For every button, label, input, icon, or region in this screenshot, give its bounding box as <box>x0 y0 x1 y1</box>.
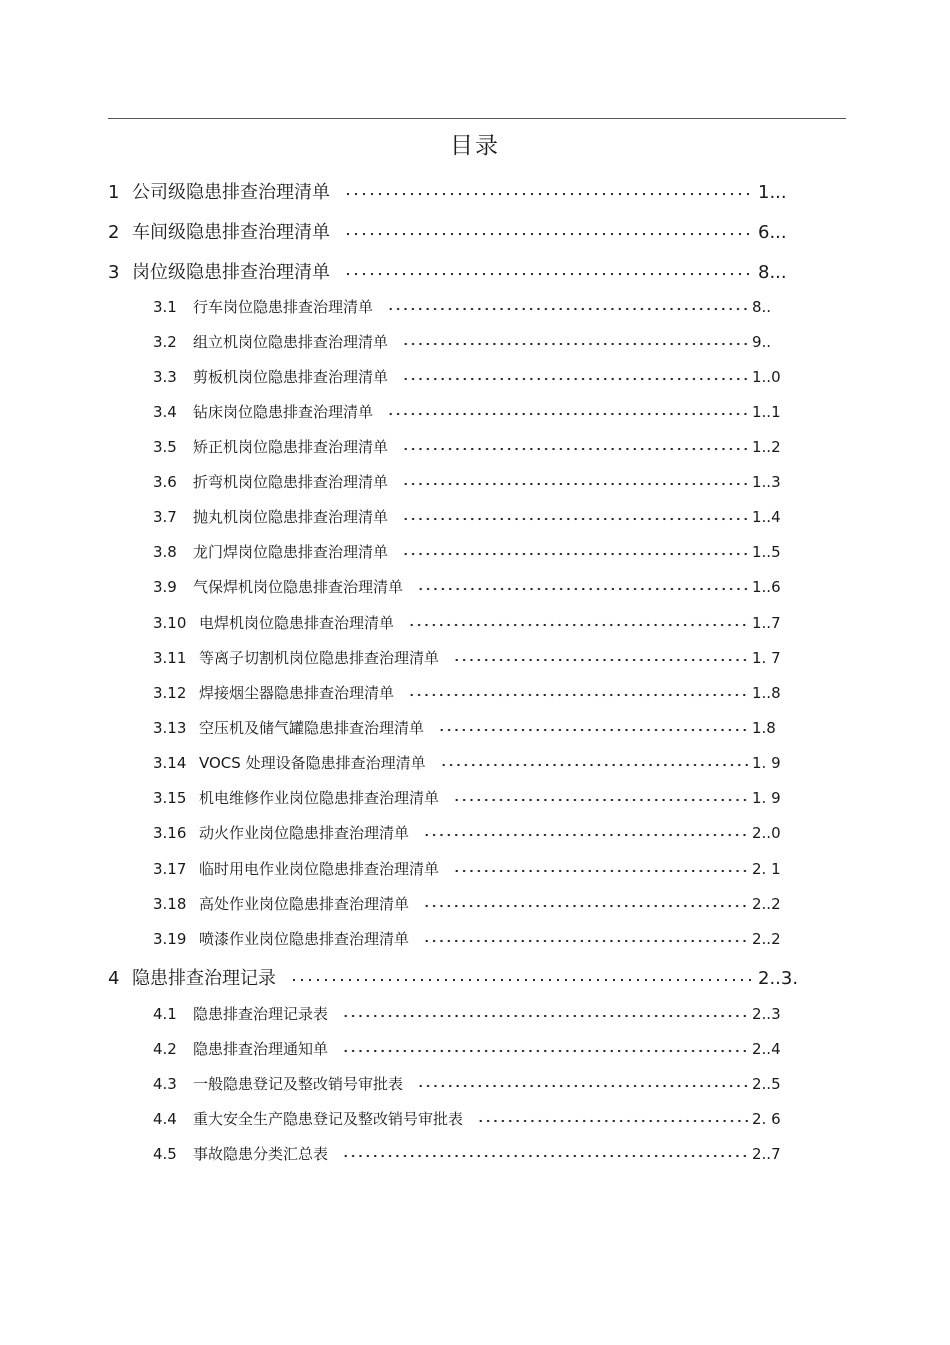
dot-leader <box>408 614 748 629</box>
toc-entry[interactable] <box>153 787 788 808</box>
toc-entry-label: 重大安全生产隐患登记及整改销号审批表 <box>193 1110 464 1128</box>
dot-leader <box>453 860 748 875</box>
toc-entry-number: 3.2 <box>153 333 177 351</box>
toc-entry-page: 2..2 <box>752 930 781 948</box>
toc-entry-label: 机电维修作业岗位隐患排查治理清单 <box>199 789 440 807</box>
toc-entry-number: 3.13 <box>153 719 187 737</box>
toc-entry-number: 3.16 <box>153 824 187 842</box>
toc-entry-label: 组立机岗位隐患排查治理清单 <box>193 333 389 351</box>
dot-leader <box>342 1145 748 1160</box>
toc-entry-page: 2..0 <box>752 824 781 842</box>
toc-entry-label: 动火作业岗位隐患排查治理清单 <box>199 824 410 842</box>
toc-entry-number: 2 <box>108 222 120 243</box>
toc-entry[interactable] <box>153 1143 788 1164</box>
toc-entry[interactable] <box>153 752 788 773</box>
toc-entry-number: 3.9 <box>153 578 177 596</box>
toc-entry-page: 1..4 <box>752 508 781 526</box>
toc-entry-label: 喷漆作业岗位隐患排查治理清单 <box>199 930 410 948</box>
toc-entry-page: 6... <box>758 222 787 243</box>
toc-entry-number: 3.6 <box>153 473 177 491</box>
toc-entry-page: 8.. <box>752 298 772 316</box>
toc-entry[interactable] <box>153 331 788 352</box>
toc-entry-number: 3.18 <box>153 895 187 913</box>
toc-entry-number: 4.2 <box>153 1040 177 1058</box>
toc-entry[interactable] <box>153 858 788 879</box>
toc-entry[interactable] <box>153 647 788 668</box>
toc-entry-number: 3.4 <box>153 403 177 421</box>
toc-entry[interactable] <box>153 1003 788 1024</box>
toc-entry-label: 钻床岗位隐患排查治理清单 <box>193 403 374 421</box>
dot-leader <box>423 895 748 910</box>
toc-entry-number: 4.1 <box>153 1005 177 1023</box>
dot-leader <box>402 368 748 383</box>
toc-entry-label: 空压机及储气罐隐患排查治理清单 <box>199 719 425 737</box>
dot-leader <box>342 1040 748 1055</box>
toc-entry-page: 2..3 <box>752 1005 781 1023</box>
toc-entry-number: 3 <box>108 262 120 283</box>
toc-entry[interactable] <box>153 1108 788 1129</box>
toc-entry-number: 3.3 <box>153 368 177 386</box>
dot-leader <box>344 181 754 199</box>
toc-entry-page: 1..3 <box>752 473 781 491</box>
toc-entry-label: 剪板机岗位隐患排查治理清单 <box>193 368 389 386</box>
toc-entry-number: 4.5 <box>153 1145 177 1163</box>
toc-entry-page: 1..5 <box>752 543 781 561</box>
toc-entry-label: 隐患排查治理记录 <box>132 968 276 989</box>
toc-entry-label: 隐患排查治理记录表 <box>193 1005 329 1023</box>
toc-entry[interactable] <box>108 218 788 244</box>
toc-entry-page: 2..5 <box>752 1075 781 1093</box>
toc-entry-page: 8... <box>758 262 787 283</box>
dot-leader <box>440 754 748 769</box>
toc-entry-label: 车间级隐患排查治理清单 <box>132 222 330 243</box>
toc-entry[interactable] <box>153 541 788 562</box>
dot-leader <box>402 473 748 488</box>
toc-entry[interactable] <box>153 506 788 527</box>
toc-entry-number: 4.3 <box>153 1075 177 1093</box>
toc-entry-page: 1..1 <box>752 403 781 421</box>
toc-entry-label: VOCS 处理设备隐患排查治理清单 <box>199 754 426 772</box>
toc-entry-page: 1..0 <box>752 368 781 386</box>
toc-entry[interactable] <box>108 258 788 284</box>
toc-entry-label: 公司级隐患排查治理清单 <box>132 182 330 203</box>
toc-entry-label: 等离子切割机岗位隐患排查治理清单 <box>199 649 440 667</box>
toc-entry-page: 1.8 <box>752 719 776 737</box>
toc-entry-page: 2..7 <box>752 1145 781 1163</box>
toc-entry-number: 4 <box>108 968 120 989</box>
dot-leader <box>423 824 748 839</box>
toc-entry-label: 事故隐患分类汇总表 <box>193 1145 329 1163</box>
toc-entry-page: 1... <box>758 182 787 203</box>
toc-entry-number: 3.11 <box>153 649 187 667</box>
toc-entry[interactable] <box>153 576 788 597</box>
toc-entry-label: 龙门焊岗位隐患排查治理清单 <box>193 543 389 561</box>
dot-leader <box>453 789 748 804</box>
toc-entry-number: 1 <box>108 182 120 203</box>
dot-leader <box>423 930 748 945</box>
toc-entry[interactable] <box>108 178 788 204</box>
toc-entry-label: 高处作业岗位隐患排查治理清单 <box>199 895 410 913</box>
toc-entry-number: 3.15 <box>153 789 187 807</box>
toc-entry[interactable] <box>153 682 788 703</box>
toc-entry-page: 1. 9 <box>752 754 781 772</box>
dot-leader <box>438 719 748 734</box>
top-rule <box>108 118 846 119</box>
toc-entry-label: 电焊机岗位隐患排查治理清单 <box>199 614 395 632</box>
dot-leader <box>453 649 748 664</box>
toc-entry[interactable] <box>153 612 788 633</box>
toc-entry-page: 2..4 <box>752 1040 781 1058</box>
dot-leader <box>402 543 748 558</box>
toc-entry-page: 2. 1 <box>752 860 781 878</box>
toc-entry-number: 3.19 <box>153 930 187 948</box>
toc-entry-page: 2. 6 <box>752 1110 781 1128</box>
dot-leader <box>477 1110 748 1125</box>
toc-entry-page: 1. 7 <box>752 649 781 667</box>
dot-leader <box>387 403 748 418</box>
toc-entry[interactable] <box>153 822 788 843</box>
toc-entry-page: 2..2 <box>752 895 781 913</box>
toc-entry-number: 3.17 <box>153 860 187 878</box>
toc-entry[interactable] <box>153 436 788 457</box>
toc-entry-label: 隐患排查治理通知单 <box>193 1040 329 1058</box>
dot-leader <box>344 221 754 239</box>
toc-entry-number: 3.8 <box>153 543 177 561</box>
toc-entry-label: 折弯机岗位隐患排查治理清单 <box>193 473 389 491</box>
toc-entry[interactable] <box>153 717 788 738</box>
toc-entry[interactable] <box>153 471 788 492</box>
toc-entry-page: 1. 9 <box>752 789 781 807</box>
toc-entry[interactable] <box>153 928 788 949</box>
toc-entry-page: 1..2 <box>752 438 781 456</box>
toc-entry-label: 岗位级隐患排查治理清单 <box>132 262 330 283</box>
toc-entry-label: 行车岗位隐患排查治理清单 <box>193 298 374 316</box>
toc-entry-number: 3.7 <box>153 508 177 526</box>
toc-entry-page: 2..3. <box>758 968 799 989</box>
toc-entry-number: 4.4 <box>153 1110 177 1128</box>
dot-leader <box>402 438 748 453</box>
toc-entry-label: 临时用电作业岗位隐患排查治理清单 <box>199 860 440 878</box>
toc-entry-number: 3.10 <box>153 614 187 632</box>
dot-leader <box>417 1075 748 1090</box>
toc-entry[interactable] <box>153 296 788 317</box>
toc-entry-page: 1..6 <box>752 578 781 596</box>
toc-entry[interactable] <box>108 964 799 990</box>
dot-leader <box>402 508 748 523</box>
toc-entry-page: 1..8 <box>752 684 781 702</box>
toc-title: 目录 <box>450 133 500 159</box>
toc-entry[interactable] <box>153 893 788 914</box>
dot-leader <box>290 967 754 985</box>
toc-entry-label: 气保焊机岗位隐患排查治理清单 <box>193 578 404 596</box>
dot-leader <box>417 578 748 593</box>
toc-entry-number: 3.14 <box>153 754 187 772</box>
toc-entry-number: 3.5 <box>153 438 177 456</box>
toc-entry-page: 9.. <box>752 333 772 351</box>
dot-leader <box>408 684 748 699</box>
toc-entry-label: 抛丸机岗位隐患排查治理清单 <box>193 508 389 526</box>
toc-entry-label: 一般隐患登记及整改销号审批表 <box>193 1075 404 1093</box>
toc-entry[interactable] <box>153 1038 788 1059</box>
toc-entry-page: 1..7 <box>752 614 781 632</box>
toc-entry-number: 3.12 <box>153 684 187 702</box>
dot-leader <box>387 298 748 313</box>
toc-entry-number: 3.1 <box>153 298 177 316</box>
toc-entry[interactable] <box>153 1073 788 1094</box>
toc-entry[interactable] <box>153 366 788 387</box>
dot-leader <box>402 333 748 348</box>
toc-entry-label: 矫正机岗位隐患排查治理清单 <box>193 438 389 456</box>
toc-entry[interactable] <box>153 401 788 422</box>
dot-leader <box>344 261 754 279</box>
dot-leader <box>342 1005 748 1020</box>
toc-entry-label: 焊接烟尘器隐患排查治理清单 <box>199 684 395 702</box>
